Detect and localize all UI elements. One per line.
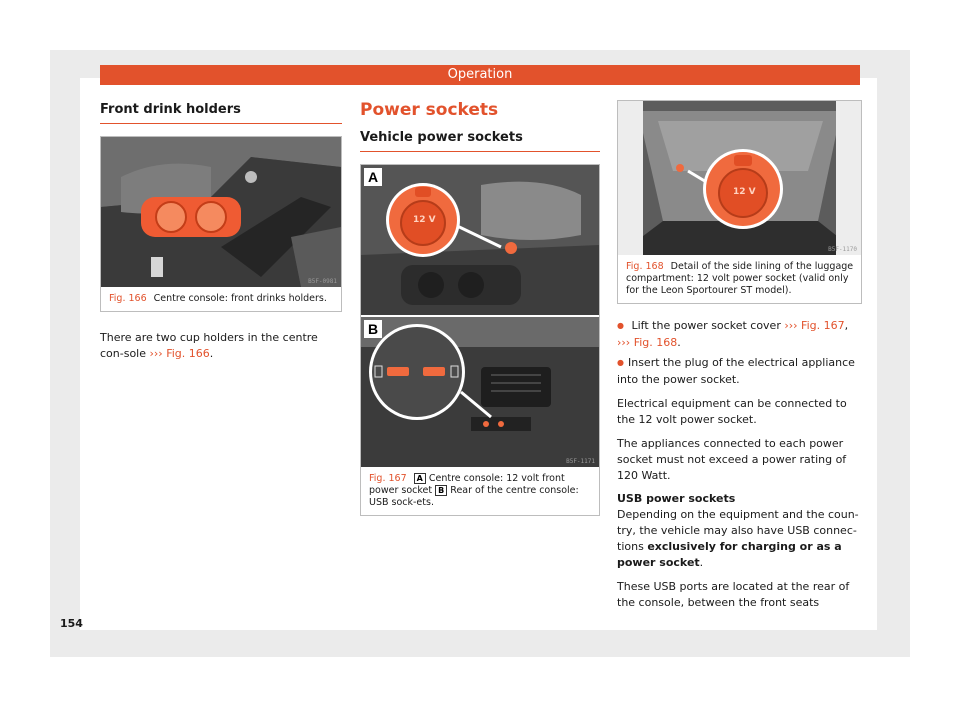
luggage-socket-photo [618, 101, 861, 255]
rear-usb-illustration [361, 317, 599, 467]
figure-label: Fig. 168 [626, 261, 664, 272]
step1-sep: , [844, 319, 849, 332]
caption-text-a: Centre console: 12 volt front power socket [369, 473, 565, 496]
paragraph-usb-location: These USB ports are located at the rear of the console, between the front seats [617, 580, 850, 609]
figure-label: Fig. 167 [369, 473, 407, 484]
figure-code: B5F-0981 [308, 278, 337, 285]
front-socket-illustration [361, 165, 599, 315]
usb-power-sockets-heading: USB power sockets [617, 492, 736, 505]
step-insert-plug [617, 355, 862, 388]
paragraph-usb [617, 507, 862, 571]
figure-167 [360, 164, 600, 516]
left-column [100, 100, 342, 370]
fig-168-link[interactable]: ››› Fig. 168 [617, 336, 678, 349]
step1-text: Lift the power socket cover [631, 319, 785, 332]
figure-caption-text: Detail of the side lining of the luggage compartment: 12 volt power socket (valid only for the Leon Sportourer ST model). [626, 261, 854, 296]
front-socket-photo [361, 165, 599, 315]
luggage-socket-illustration [618, 101, 861, 255]
rear-usb-photo [361, 317, 599, 467]
socket-label-12v: 12 V [733, 187, 756, 197]
figure-code: B5F-1170 [828, 246, 857, 253]
vehicle-power-sockets-heading: Vehicle power sockets [360, 130, 600, 152]
cup-holder-illustration [101, 137, 341, 287]
page-number: 154 [60, 617, 83, 630]
socket-label-12v: 12 V [413, 215, 436, 225]
power-sockets-title: Power sockets [360, 100, 499, 120]
paragraph-12v: Electrical equipment can be connected to the 12 volt power socket. [617, 397, 847, 426]
step-lift-cover [617, 318, 862, 351]
step2-text: Insert the plug of the electrical appliance into the power socket. [617, 356, 855, 386]
fig-167-link[interactable]: ››› Fig. 167 [784, 319, 845, 332]
cup-holder-photo [101, 137, 341, 287]
figure-166 [100, 136, 342, 312]
caption-box-b: B [435, 485, 447, 496]
figure-caption [618, 255, 861, 303]
caption-text-b: Rear of the centre console: USB sock-ets. [369, 485, 579, 508]
figure-caption [101, 287, 341, 311]
figure-caption-text: Centre console: front drinks holders. [153, 293, 327, 304]
paragraph-power-rating: The appliances connected to each power socket must not exceed a power rating of 120 Watt. [617, 437, 847, 482]
figure-caption [361, 467, 599, 515]
step1-end: . [677, 336, 681, 349]
paragraph-text: There are two cup holders in the centre con-sole [100, 331, 318, 360]
photo-tag-a: A [364, 168, 382, 186]
caption-box-a: A [414, 473, 426, 484]
figure-168 [617, 100, 862, 304]
figure-code: B5F-1171 [566, 458, 595, 465]
cup-holder-paragraph [100, 330, 342, 362]
right-column [617, 100, 862, 619]
paragraph-end: . [209, 347, 214, 360]
photo-tag-b: B [364, 320, 382, 338]
section-header: Operation [100, 65, 860, 85]
front-drink-holders-heading: Front drink holders [100, 100, 342, 124]
figure-label: Fig. 166 [109, 293, 147, 304]
figure-reference-link[interactable]: ››› Fig. 166 [149, 347, 210, 360]
usb-text-bold: exclusively for charging or as a power socket [617, 540, 842, 569]
usb-text-end: . [699, 556, 704, 569]
usb-text-start: Depending on the equipment and the coun-try, the vehicle may also have USB connec-tions [617, 508, 859, 553]
middle-column [360, 100, 600, 516]
